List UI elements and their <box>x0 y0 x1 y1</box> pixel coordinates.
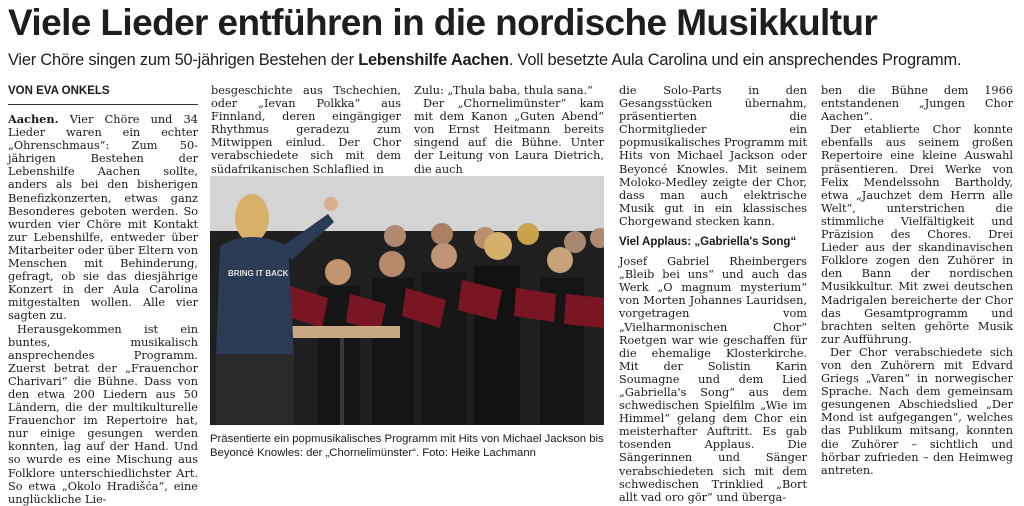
subheadline <box>8 49 1018 71</box>
paragraph: Zulu: „Thula baba, thula sana.“ <box>414 84 593 97</box>
paragraph: ben die Bühne dem 1966 entstandenen „Jungen Chor Aachen“. <box>821 84 1013 124</box>
column-3 <box>414 84 604 176</box>
column-1 <box>8 84 198 506</box>
column-2 <box>211 84 401 176</box>
subhead-text: Vier Chöre singen zum 50-jährigen Bestehen der <box>8 51 359 69</box>
column-5 <box>821 84 1013 477</box>
paragraph: Der „Chornelimünster“ kam mit dem Kanon „Guten Abend“ von Ernst Heitmann bereits singend auf die Bühne. Unter der Leitung von Laura Dietrich, die auch <box>414 97 604 176</box>
author-byline: VON EVA ONKELS <box>8 84 198 105</box>
subhead-text-end: . Voll besetzte Aula Carolina und ein ansprechendes Programm. <box>508 51 962 69</box>
choir-photo <box>210 176 604 425</box>
photo-caption: Präsentierte ein popmusikalisches Programm mit Hits von Michael Jackson bis Beyoncé Knowles: der „Chornelimünster“. Foto: Heike Lachmann <box>210 433 604 459</box>
headline: Viele Lieder entführen in die nordische Musikkultur <box>8 2 878 43</box>
paragraph: Der etablierte Chor konnte ebenfalls aus seinem großen Repertoire eine kleine Auswahl präsentieren. Drei Werke von Felix Mendelssohn Bartholdy, etwa „Jauchzet dem Herrn alle Welt“, unterstrichen die stimmliche Vielfältigkeit und Präzision des Chores. Drei Lieder aus der skandinavischen Folklore zogen den Zuhörer in den Bann der nordischen Musikkultur. Mit zwei deutschen Madrigalen bereicherte der Chor das Gesamtprogramm und brachten selten gehörte Musik zur Aufführung. <box>821 123 1013 346</box>
paragraph-text: Vier Chöre und 34 Lieder waren ein echter „Ohrenschmaus“: Zum 50-jährigen Bestehen der Lebenshilfe Aachen sollte, anders als bei den bisherigen Benefizkonzerten, etwas ganz Besonderes geboten werden. So wurden vier Chöre mit Kontakt zur Lebenshilfe, entweder über Mitarbeiter oder über Eltern von Menschen mit Behinderung, gefragt, ob sie das diesjährige Konzert in der Aula Carolina mitgestalten wollen. Alle vier sagten zu. <box>8 113 198 323</box>
paragraph: Josef Gabriel Rheinbergers „Bleib bei uns“ und auch das Werk „O magnum mysterium“ von Morten Johannes Lauridsen, vorgetragen vom „Vielharmonischen Chor“ Roetgen war wie geschaffen für die ehemalige Klosterkirche. Mit der Solistin Karin Soumagne und dem Lied „Gabriella's Song“ aus dem schwedischen Spielfilm „Wie im Himmel“ gelang dem Chor ein meisterhafter Auftritt. Es gab tosenden Applaus. Die Sängerinnen und Sänger verabschiedeten sich mit dem schwedischen Trinklied „Bort allt vad oro gör“ und überga- <box>619 255 807 504</box>
subhead-bold: Lebenshilfe Aachen <box>358 51 509 69</box>
paragraph <box>8 113 198 323</box>
choir-illustration <box>210 176 604 425</box>
column-4 <box>619 84 807 504</box>
dateline: Aachen. <box>8 112 59 126</box>
paragraph: besgeschichte aus Tschechien, oder „Ievan Polkka“ aus Finnland, deren eingängiger Rhythmus geradezu zum Mitwippen einlud. Der Chor verabschiedete sich mit dem südafrikanischen Schlaflied in <box>211 84 401 176</box>
paragraph: Der Chor verabschiedete sich von den Zuhörern mit Edvard Griegs „Varen“ in norwegischer Sprache. Nach dem gemeinsam gesungenen Abschiedslied „Der Mond ist aufgegangen“, welches das Publikum mitsang, konnten die Zuhörer – sichtlich und hörbar zufrieden – den Heimweg antreten. <box>821 345 1013 477</box>
intertitle: Viel Applaus: „Gabriella's Song“ <box>619 236 797 249</box>
shirt-print: BRING IT BACK <box>228 269 289 278</box>
paragraph: die Solo-Parts in den Gesangsstücken übernahm, präsentierten die Chormitglieder ein popmusikalisches Programm mit Hits von Michael Jackson oder Beyoncé Knowles. Mit seinem Moloko-Medley zeigte der Chor, dass man auch elektrische Musik gut in ein klassisches Chorgewand stecken kann. <box>619 84 807 228</box>
paragraph: Herausgekommen ist ein buntes, musikalisch ansprechendes Programm. Zuerst betrat der „Frauenchor Charivari“ die Bühne. Dass von den etwa 200 Liedern aus 50 Ländern, die der multikulturelle Frauenchor im Repertoire hat, nur einige gesungen werden konnten, lag auf der Hand. Und so wurde es eine Mischung aus Folklore unterschiedlichster Art. So etwa „Okolo Hradišća“, eine unglückliche Lie- <box>8 322 198 506</box>
